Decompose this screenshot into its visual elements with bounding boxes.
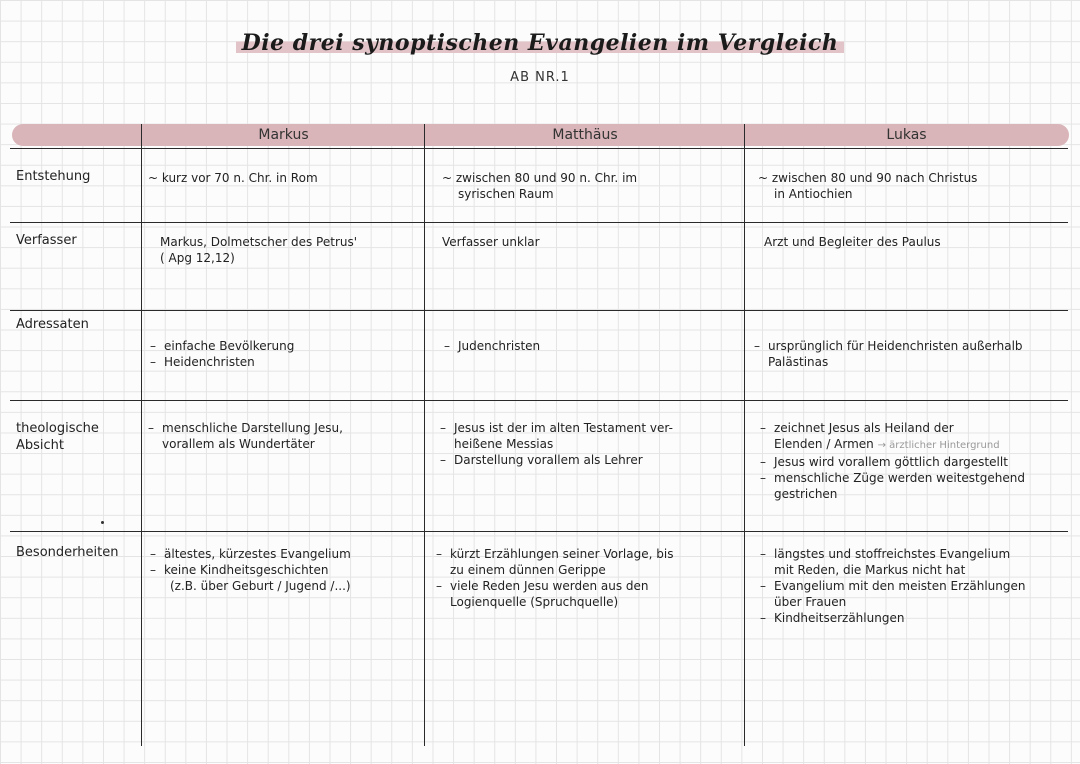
cell-line: ( Apg 12,12): [160, 251, 235, 265]
cell-verfasser-matthaeus: [442, 234, 740, 250]
list-item: – ältestes, kürzestes Evangelium: [150, 546, 422, 562]
cell-line: Markus, Dolmetscher des Petrus': [160, 235, 358, 249]
cell-entstehung-markus: [148, 170, 420, 186]
list-item: – Kindheitserzählungen: [760, 610, 1068, 626]
list-item-continued: Palästinas: [768, 355, 829, 369]
row-label-entstehung: Entstehung: [16, 169, 91, 184]
column-header-markus: Markus: [258, 127, 309, 143]
row-label-verfasser: Verfasser: [16, 233, 77, 248]
list-item-continued: [760, 436, 1066, 454]
side-note: → ärztlicher Hintergrund: [877, 440, 1000, 451]
cell-besonderheiten-lukas: [760, 546, 1068, 626]
column-divider: [424, 124, 425, 746]
list-item: – Judenchristen: [444, 338, 740, 354]
row-label-adressaten: Adressaten: [16, 317, 89, 332]
cell-line: ~ zwischen 80 und 90 nach Christus: [758, 171, 978, 185]
list-item: – zeichnet Jesus als Heiland der: [760, 420, 1066, 436]
list-item: – ursprünglich für Heidenchristen außerhalb: [754, 338, 1066, 354]
list-item: – Jesus ist der im alten Testament ver-: [440, 420, 740, 436]
list-item-continued: Logienquelle (Spruchquelle): [450, 595, 619, 609]
list-item: – einfache Bevölkerung: [150, 338, 420, 354]
cell-verfasser-markus: [160, 234, 422, 266]
cell-entstehung-lukas: [758, 170, 1063, 202]
list-item: – viele Reden Jesu werden aus den: [436, 578, 740, 594]
cell-line: Verfasser unklar: [442, 235, 540, 249]
list-item: – Evangelium mit den meisten Erzählungen: [760, 578, 1068, 594]
cell-absicht-markus: [148, 420, 422, 452]
list-item: – kürzt Erzählungen seiner Vorlage, bis: [436, 546, 740, 562]
list-item-continued: vorallem als Wundertäter: [162, 437, 315, 451]
row-divider: [10, 222, 1068, 223]
row-divider: [10, 310, 1068, 311]
cell-absicht-matthaeus: [440, 420, 740, 468]
cell-entstehung-matthaeus: [442, 170, 740, 202]
list-item-continued: zu einem dünnen Gerippe: [450, 563, 606, 577]
page-title-wrap: [0, 30, 1080, 56]
cell-line: in Antiochien: [774, 187, 853, 201]
list-item: – menschliche Züge werden weitestgehend: [760, 470, 1066, 486]
cell-line: Arzt und Begleiter des Paulus: [764, 235, 941, 249]
cell-line: syrischen Raum: [458, 187, 554, 201]
row-divider: [10, 531, 1068, 532]
list-item: – Darstellung vorallem als Lehrer: [440, 452, 740, 468]
page-subtitle: AB NR.1: [510, 70, 570, 85]
row-divider: [10, 148, 1068, 149]
column-divider: [744, 531, 745, 746]
row-divider: [10, 400, 1068, 401]
list-item: – Heidenchristen: [150, 354, 420, 370]
list-item-continued: über Frauen: [774, 595, 847, 609]
cell-absicht-lukas: [760, 420, 1066, 502]
page-title: Die drei synoptischen Evangelien im Vergleich: [236, 30, 845, 56]
cell-adressaten-lukas: [754, 338, 1066, 370]
row-label-besonderheiten: Besonderheiten: [16, 545, 119, 560]
cell-adressaten-matthaeus: [444, 338, 740, 354]
list-item-continued: (z.B. über Geburt / Jugend /...): [170, 579, 351, 593]
row-label-theologische-absicht: theologische Absicht: [16, 421, 99, 453]
column-divider: [141, 124, 142, 746]
list-item: – längstes und stoffreichstes Evangelium: [760, 546, 1068, 562]
list-item: – Jesus wird vorallem göttlich dargestellt: [760, 454, 1066, 470]
column-header-lukas: Lukas: [886, 127, 927, 143]
ink-dot: [101, 521, 104, 524]
list-item: – menschliche Darstellung Jesu,: [148, 420, 422, 436]
cell-verfasser-lukas: [764, 234, 1064, 250]
list-item-continued: gestrichen: [774, 487, 838, 501]
list-item-continued: heißene Messias: [454, 437, 554, 451]
inline-text: Elenden / Armen: [774, 437, 874, 451]
cell-line: ~ kurz vor 70 n. Chr. in Rom: [148, 171, 318, 185]
cell-line: ~ zwischen 80 und 90 n. Chr. im: [442, 171, 638, 185]
cell-adressaten-markus: [150, 338, 420, 370]
column-divider: [744, 124, 745, 531]
cell-besonderheiten-matthaeus: [436, 546, 740, 610]
column-header-matthaeus: Matthäus: [552, 127, 618, 143]
list-item: – keine Kindheitsgeschichten: [150, 562, 422, 578]
list-item-continued: mit Reden, die Markus nicht hat: [774, 563, 966, 577]
cell-besonderheiten-markus: [150, 546, 422, 594]
